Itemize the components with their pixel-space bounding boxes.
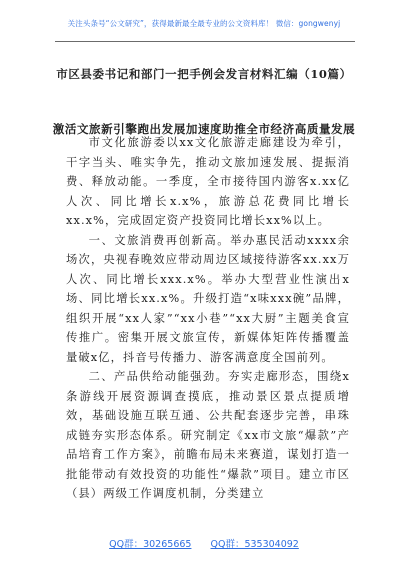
qq-group-link-2[interactable]: QQ群：535304092 — [210, 539, 299, 550]
header-divider — [55, 41, 355, 42]
footer — [0, 536, 408, 550]
qq-group-link-1[interactable]: QQ群：30265665 — [109, 539, 192, 550]
section-title: 激活文旅新引擎跑出发展加速度助推全市经济高质量发展 — [52, 122, 356, 136]
document-title: 市区县委书记和部门一把手例会发言材料汇编（10篇） — [56, 67, 352, 81]
document-body — [66, 133, 350, 504]
paragraph-consumption: 一、文旅消费再创新高。举办惠民活动xxxx余场次，央视春晚效应带动周边区域接待游客xx.xx万人次、同比增长xxx.x%。举办大型营业性演出x场、同比增长xx.x%。升级打造“x味xxx碗”品牌，组织开展“xx人家”“xx小巷”“xx大厨”主题美食宣传推广。密集开展文旅宣传，新媒体矩阵传播覆盖量破x亿，抖音号传播力、游客满意度全国前列。 — [66, 233, 350, 364]
paragraph-intro: 市文化旅游委以xx文化旅游走廊建设为牵引，干字当头、唯实争先，推动文旅加速发展、提振消费、释放动能。一季度，全市接待国内游客x.xx亿人次、同比增长x.x%，旅游总花费同比增长xx.x%，完成固定资产投资同比增长xx%以上。 — [66, 136, 350, 227]
promo-banner: 关注头条号“公文研究”，获得最新最全最专业的公文资料库！ 微信：gongwenyj — [67, 19, 341, 28]
paragraph-supply: 二、产品供给动能强劲。夯实走廊形态，围绕x条游线开展资源调查摸底，推动景区景点提质增效，基础设施互联互通、公共配套逐步完善，串珠成链夯实形态体系。研究制定《xx市文旅“爆款”产品培育工作方案》，前瞻布局未来赛道，谋划打造一批能带动有效投资的功能性“爆款”项目。建立市区（县）两级工作调度机制，分类建立 — [66, 370, 350, 500]
